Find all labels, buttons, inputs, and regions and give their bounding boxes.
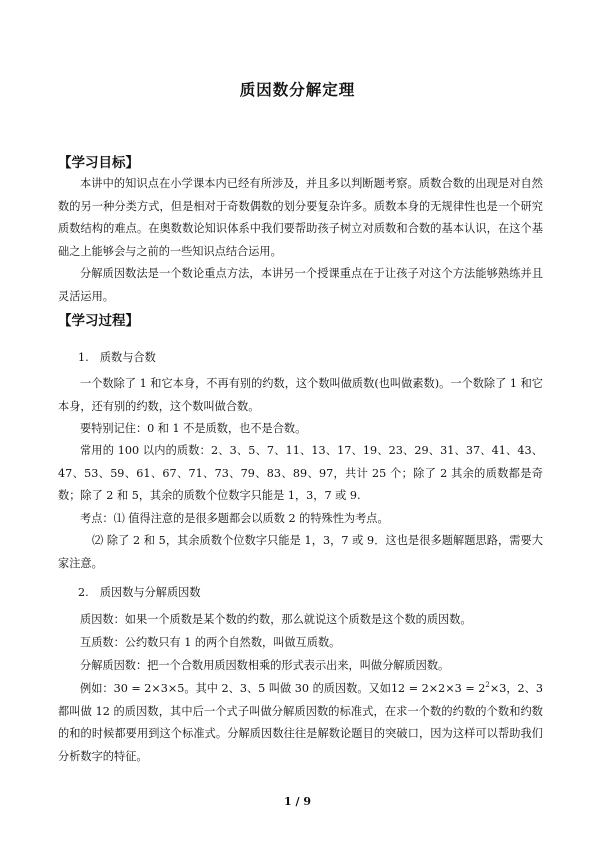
part1-paragraph-exam-point-1: 考点：⑴ 值得注意的是很多题都会以质数 2 的特殊性为考点。 bbox=[80, 512, 389, 525]
example-prefix: 例如： bbox=[80, 682, 114, 695]
part2-paragraph-example bbox=[58, 678, 543, 768]
learning-goals-paragraph-2: 分解质因数法是一个数论重点方法，本讲另一个授课重点在于让孩子对这个方法能够熟练并且灵活运用。 bbox=[58, 267, 543, 303]
part2-paragraph-factorization: 分解质因数：把一个合数用质因数相乘的形式表示出来，叫做分解质因数。 bbox=[80, 659, 450, 672]
page-number: 1 / 9 bbox=[284, 795, 311, 808]
equation-12-base: 12 = 2×2×3 = 2 bbox=[390, 682, 486, 695]
equation-30: 30 = 2×3×5 bbox=[113, 682, 185, 695]
part1-paragraph-prime-list: 常用的 100 以内的质数：2、3、5、7、11、13、17、19、23、29、31、37、41、43、47、53、59、61、67、71、73、79、83、89、97，共计 25 个；除了 2 其余的质数都是奇数；除了 2 和 5，其余的质数个位数字只能是 1，3，7 或 9. bbox=[58, 444, 543, 502]
part1-paragraph-definition: 一个数除了 1 和它本身，不再有别的约数，这个数叫做质数(也叫做素数)。一个数除了 1 和它本身，还有别的约数，这个数叫做合数。 bbox=[58, 377, 543, 413]
document-title: 质因数分解定理 bbox=[239, 81, 356, 99]
part2-paragraph-prime-factor: 质因数：如果一个质数是某个数的约数，那么就说这个质数是这个数的质因数。 bbox=[80, 613, 472, 626]
equation-12-tail: ×3 bbox=[489, 682, 507, 695]
part1-paragraph-note: 要特别记住：0 和 1 不是质数，也不是合数。 bbox=[80, 422, 307, 435]
equation-12 bbox=[391, 682, 506, 695]
part2-title: 2. 质因数与分解质因数 bbox=[78, 586, 201, 599]
part2-paragraph-coprime: 互质数：公约数只有 1 的两个自然数，叫做互质数。 bbox=[80, 636, 341, 649]
learning-goals-heading: 【学习目标】 bbox=[58, 155, 139, 171]
part1-paragraph-exam-point-2: ⑵ 除了 2 和 5，其余质数个位数字只能是 1，3，7 或 9．这也是很多题解题思路，需要大家注意。 bbox=[58, 534, 543, 570]
example-middle-text: 。其中 2、3、5 叫做 30 的质因数。又如 bbox=[184, 682, 391, 695]
learning-process-heading: 【学习过程】 bbox=[58, 313, 139, 329]
example-tail-text: ，2、3 都叫做 12 的质因数，其中后一个式子叫做分解质因数的标准式，在求一个数的约数的个数和约数的和的时候都要用到这个标准式。分解质因数往往是解数论题目的突破口，因为这样可以帮助我们分析数字的特征。 bbox=[58, 682, 543, 763]
part1-title: 1. 质数与合数 bbox=[78, 351, 156, 364]
learning-goals-paragraph-1: 本讲中的知识点在小学课本内已经有所涉及，并且多以判断题考察。质数合数的出现是对自然数的另一种分类方式，但是相对于奇数偶数的划分要复杂许多。质数本身的无规律性也是一个研究质数结构的难点。在奥数数论知识体系中我们要帮助孩子树立对质数和合数的基本认识，在这个基础之上能够会与之前的一些知识点结合运用。 bbox=[58, 177, 543, 258]
equation-12-exponent: 2 bbox=[485, 681, 490, 689]
